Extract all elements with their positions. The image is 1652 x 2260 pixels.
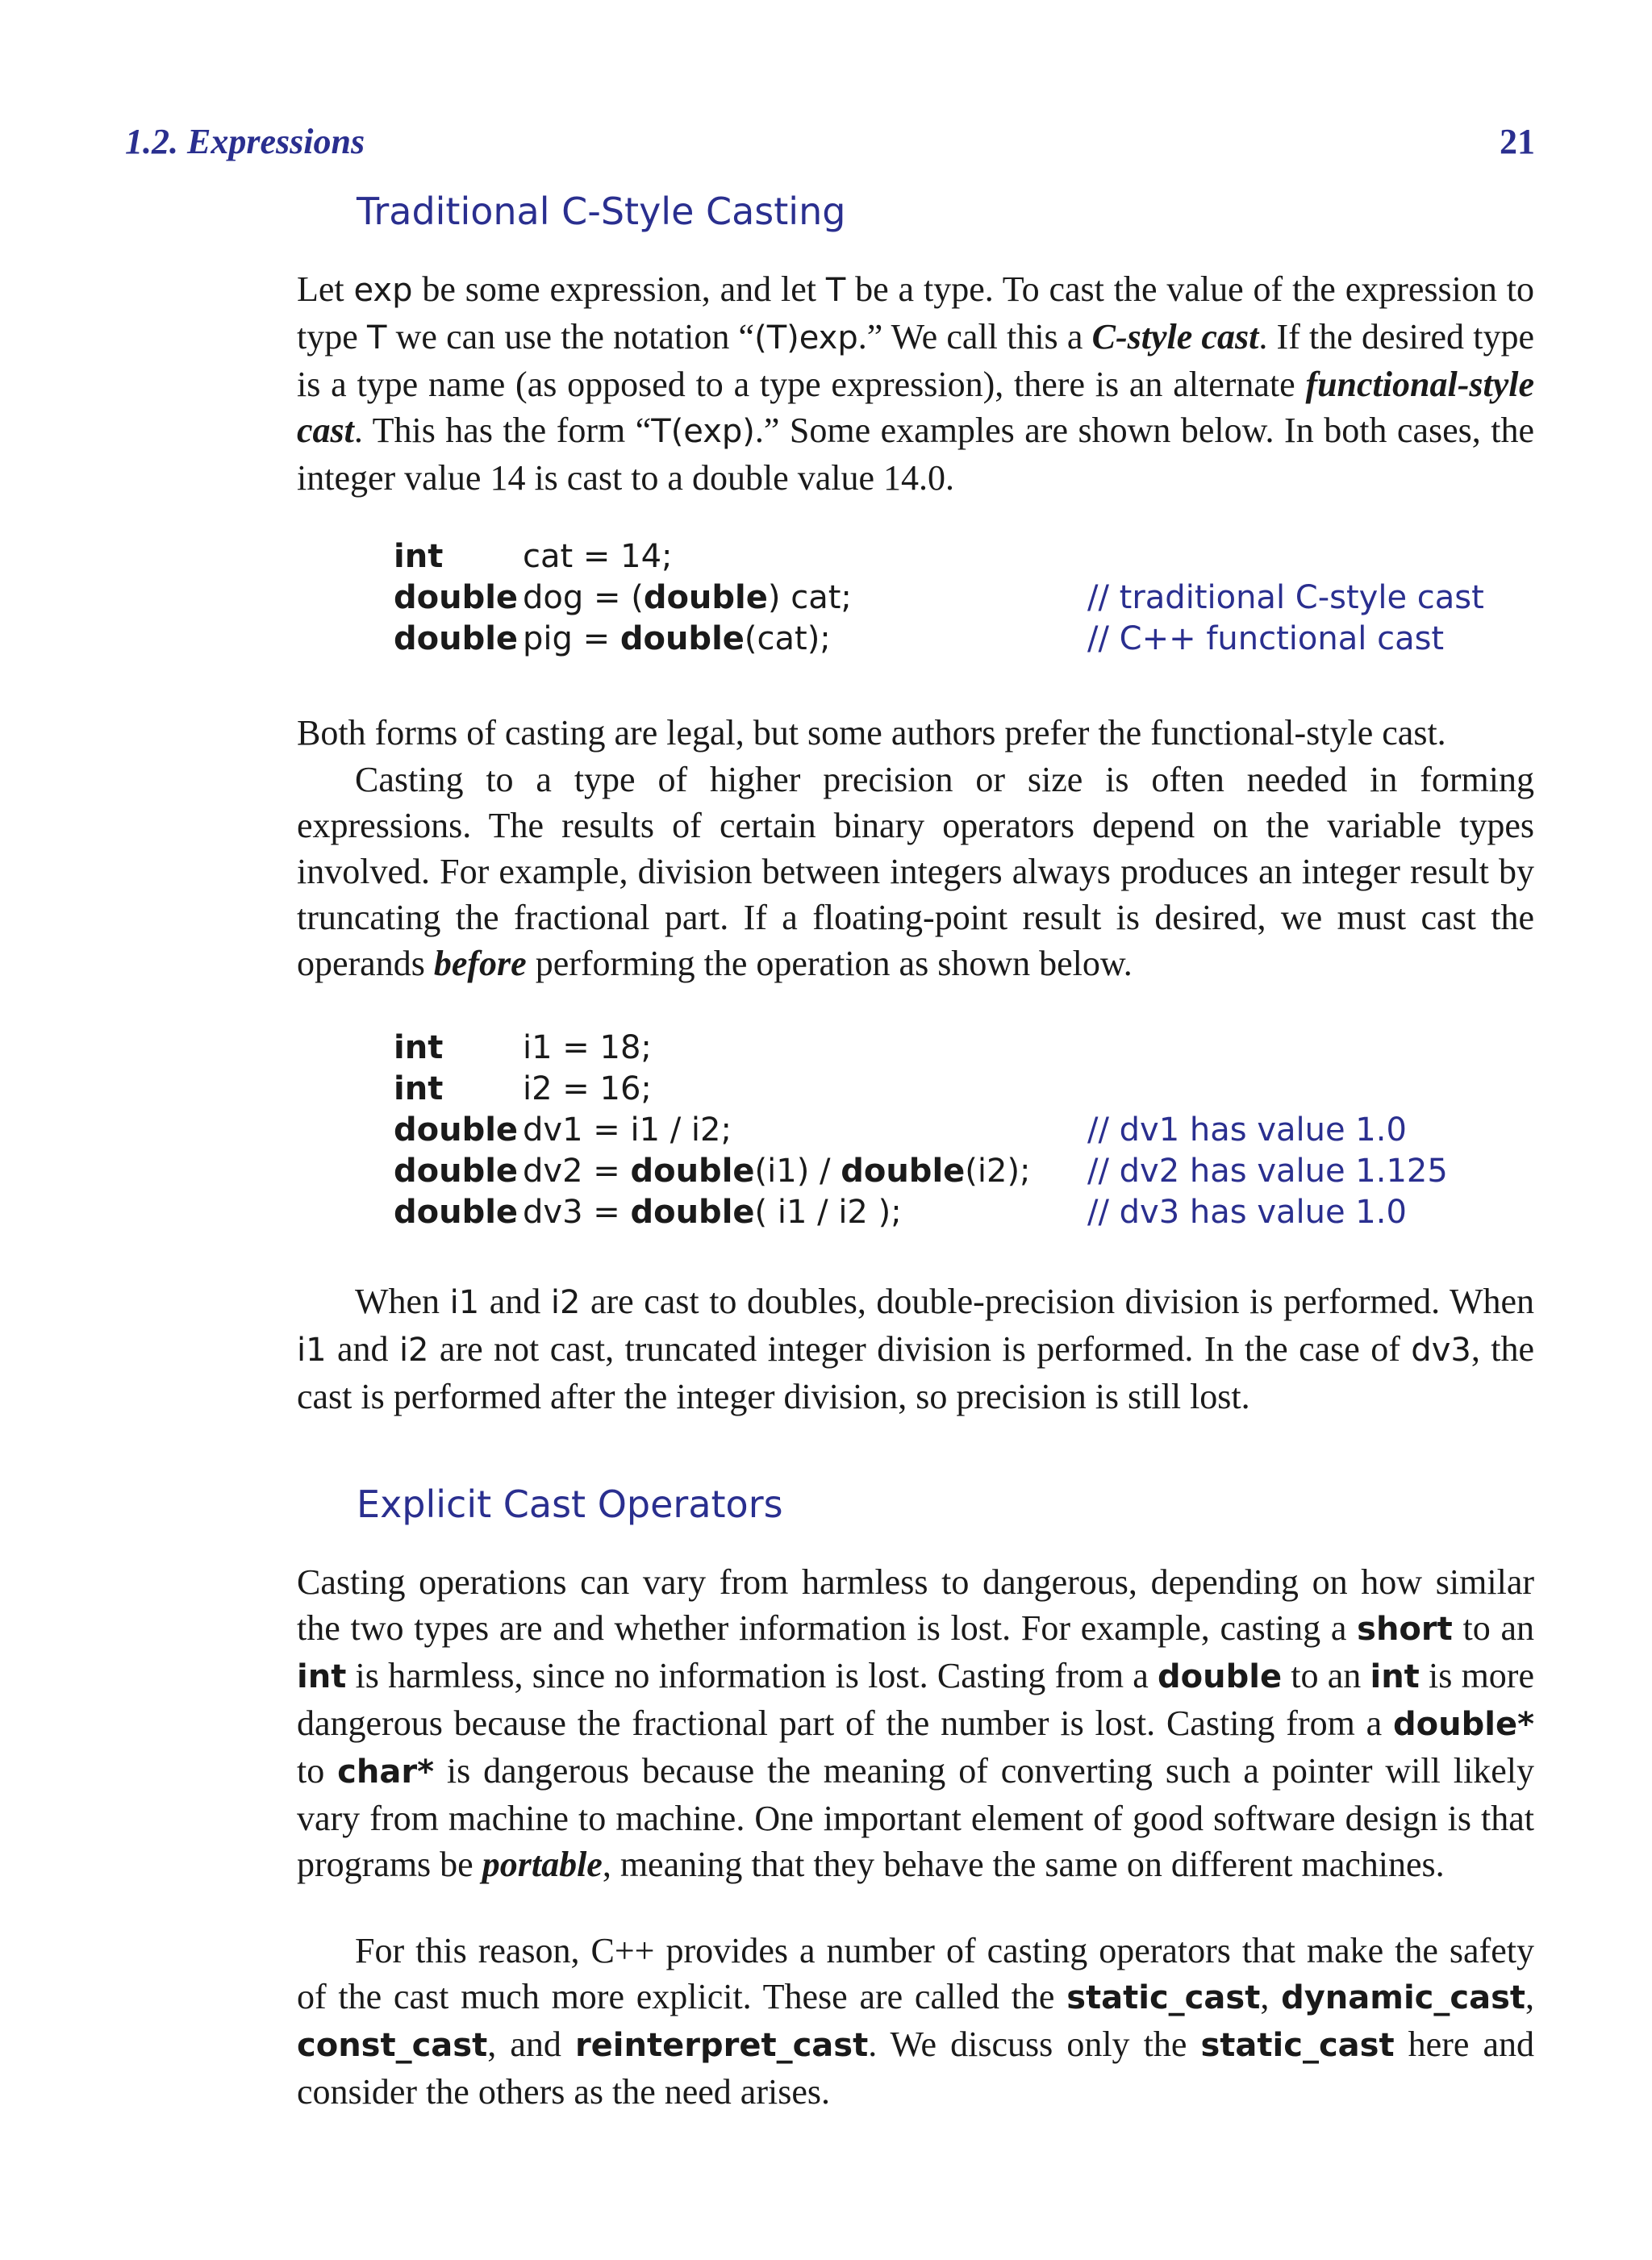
book-page: 1.2. Expressions 21 Traditional C-Style Casting Let exp be some expression, and let T be a type. To cast the value of the expression to type T we can use the notation “(T)exp.” We call this a C-style cast. If the desired type is a type name (as opposed to a type expression), there is an alternate functional-style cast. This has the form “T(exp).” Some examples are shown below. In both cases, the integer value 14 is cast to a double value 14.0. int cat = 14; double dog = (double) cat; // traditional C-style cast double pig = double(cat); // C++ functional cast Both forms of casting are legal, but some authors prefer the functional-style cast. Casting to a type of higher precision or size is often needed in forming expressions. The results of certain binary operators depend on the variable types involved. For example, division between integers always produces an integer result by truncating the fractional part. If a floating-point result is desired, we must cast the operands before performing the operation as shown below. int i1 = 18; int i2 = 16; double dv1 = i1 / i2; // dv1 has value 1.0 double dv2 = double(i1) / double(i2); // dv2 has value 1.125 double dv3 = double( i1 / i2 ); // dv3 has value 1.0 When i1 and i2 are cast to doubles, double-precision division is performed. When i1 and i2 are not cast, truncated integer division is performed. In the case of dv3, the cast is performed after the integer division, so precision is still lost. Explicit Cast Operators Casting operations can vary from harmless to dangerous, depending on how similar the two types are and whether information is lost. For example, casting a short to an int is harmless, since no information is lost. Casting from a double to an int is more dangerous because the fractional part of the number is lost. Casting from a double* to char* is dangerous because the meaning of converting such a pointer will likely vary from machine to machine. One important element of good software design is that programs be portable, meaning that they behave the same on different machines. For this reason, C++ provides a number of casting operators that make the safety of the cast much more explicit. These are called the static_cast, dynamic_cast, const_cast, and reinterpret_cast. We discuss only the static_cast here and consider the others as the need arises. (0, 0, 1652, 2260)
code-comment: // traditional C-style cast (1087, 579, 1484, 616)
section-heading-explicit-cast: Explicit Cast Operators (357, 1482, 783, 1526)
paragraph-intro: Let exp be some expression, and let T be a type. To cast the value of the expression to type T we can use the notation “(T)exp.” We call this a C-style cast. If the desired type is a type name (as opposed to a type expression), there is an alternate functional-style cast. This has the form “T(exp).” Some examples are shown below. In both cases, the integer value 14 is cast to a double value 14.0. (297, 269, 1534, 498)
paragraph-cast-operators: For this reason, C++ provides a number of casting operators that make the safety of the cast much more explicit. These are called the static_cast, dynamic_cast, const_cast, and reinterpret_cast. We discuss only the static_cast here and consider the others as the need arises. (297, 1931, 1535, 2112)
code-comment: // dv1 has value 1.0 (1087, 1111, 1407, 1149)
running-head (125, 121, 1535, 169)
section-header: 1.2. Expressions (125, 122, 365, 161)
code-comment: // dv2 has value 1.125 (1087, 1153, 1448, 1190)
section-heading-c-style: Traditional C-Style Casting (357, 190, 846, 233)
code-comment: // dv3 has value 1.0 (1087, 1194, 1407, 1231)
paragraph-precision: Casting to a type of higher precision or size is often needed in forming expressions. The results of certain binary operators depend on the variable types involved. For example, division between integers always produces an integer result by truncating the fractional part. If a floating-point result is desired, we must cast the operands before performing the operation as shown below. (297, 760, 1534, 983)
paragraph-harmless-dangerous: Casting operations can vary from harmless to dangerous, depending on how similar the two types are and whether information is lost. For example, casting a short to an int is harmless, since no information is lost. Casting from a double to an int is more dangerous because the fractional part of the number is lost. Casting from a double* to char* is dangerous because the meaning of converting such a pointer will likely vary from machine to machine. One important element of good software design is that programs be portable, meaning that they behave the same on different machines. (297, 1562, 1534, 1884)
paragraph-when-cast: When i1 and i2 are cast to doubles, double-precision division is performed. When i1 and i2 are not cast, truncated integer division is performed. In the case of dv3, the cast is performed after the integer division, so precision is still lost. (297, 1282, 1535, 1416)
code-comment: // C++ functional cast (1087, 620, 1445, 657)
page-number: 21 (1500, 122, 1535, 161)
paragraph-both-forms: Both forms of casting are legal, but some authors prefer the functional-style cast. (297, 713, 1446, 753)
